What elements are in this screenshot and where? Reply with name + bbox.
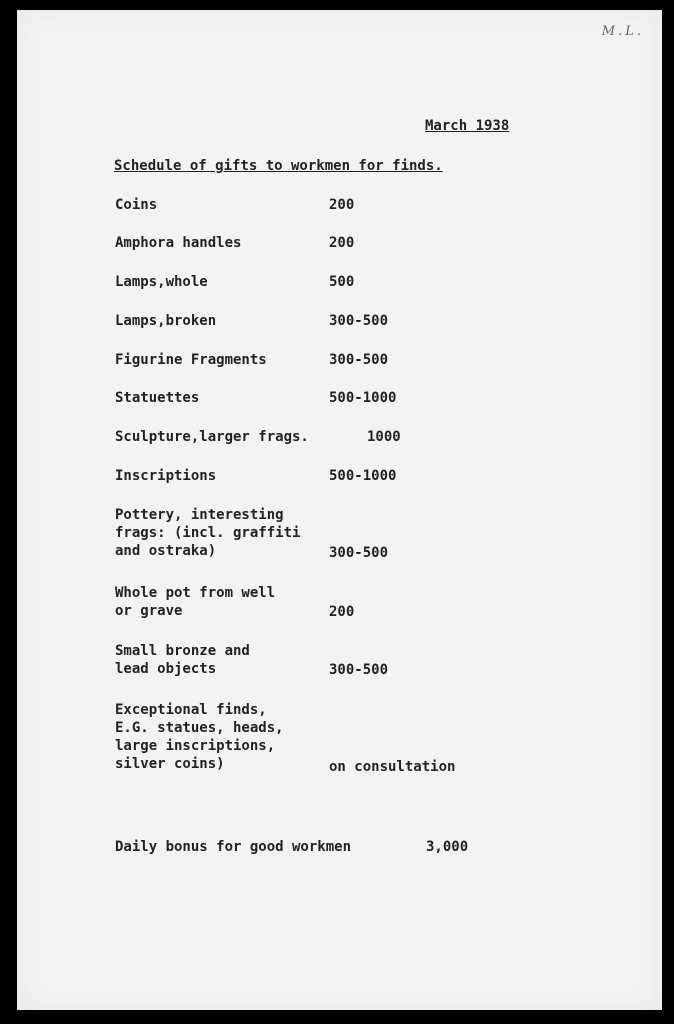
item-value: 200 [329, 197, 355, 213]
bonus-value: 3,000 [426, 839, 469, 855]
item-value: 300-500 [329, 352, 389, 368]
item-value: on consultation [329, 759, 456, 775]
document-page [17, 10, 662, 1010]
bonus-label: Daily bonus for good workmen [115, 839, 352, 855]
item-value: 300-500 [329, 313, 389, 329]
item-label: Pottery, interesting frags: (incl. graffiti and ostraka) [115, 507, 301, 559]
item-label: Amphora handles [115, 235, 242, 251]
item-label: Sculpture,larger frags. [115, 429, 309, 445]
item-label: Exceptional finds, E.G. statues, heads, large inscriptions, silver coins) [115, 702, 284, 772]
item-value: 1000 [367, 429, 401, 445]
item-value: 300-500 [329, 545, 389, 561]
document-heading: Schedule of gifts to workmen for finds. [114, 158, 443, 174]
item-label: Coins [115, 197, 158, 213]
document-date: March 1938 [425, 118, 510, 134]
item-label: Lamps,broken [115, 313, 217, 329]
item-value: 300-500 [329, 662, 389, 678]
item-value: 200 [329, 235, 355, 251]
item-label: Inscriptions [115, 468, 217, 484]
item-value: 500-1000 [329, 390, 397, 406]
item-label: Statuettes [115, 390, 200, 406]
item-label: Whole pot from well or grave [115, 585, 276, 619]
item-label: Figurine Fragments [115, 352, 267, 368]
item-value: 200 [329, 604, 355, 620]
item-label: Lamps,whole [115, 274, 208, 290]
item-label: Small bronze and lead objects [115, 643, 250, 677]
item-value: 500 [329, 274, 355, 290]
item-value: 500-1000 [329, 468, 397, 484]
handwritten-initials: M.L. [601, 24, 644, 39]
